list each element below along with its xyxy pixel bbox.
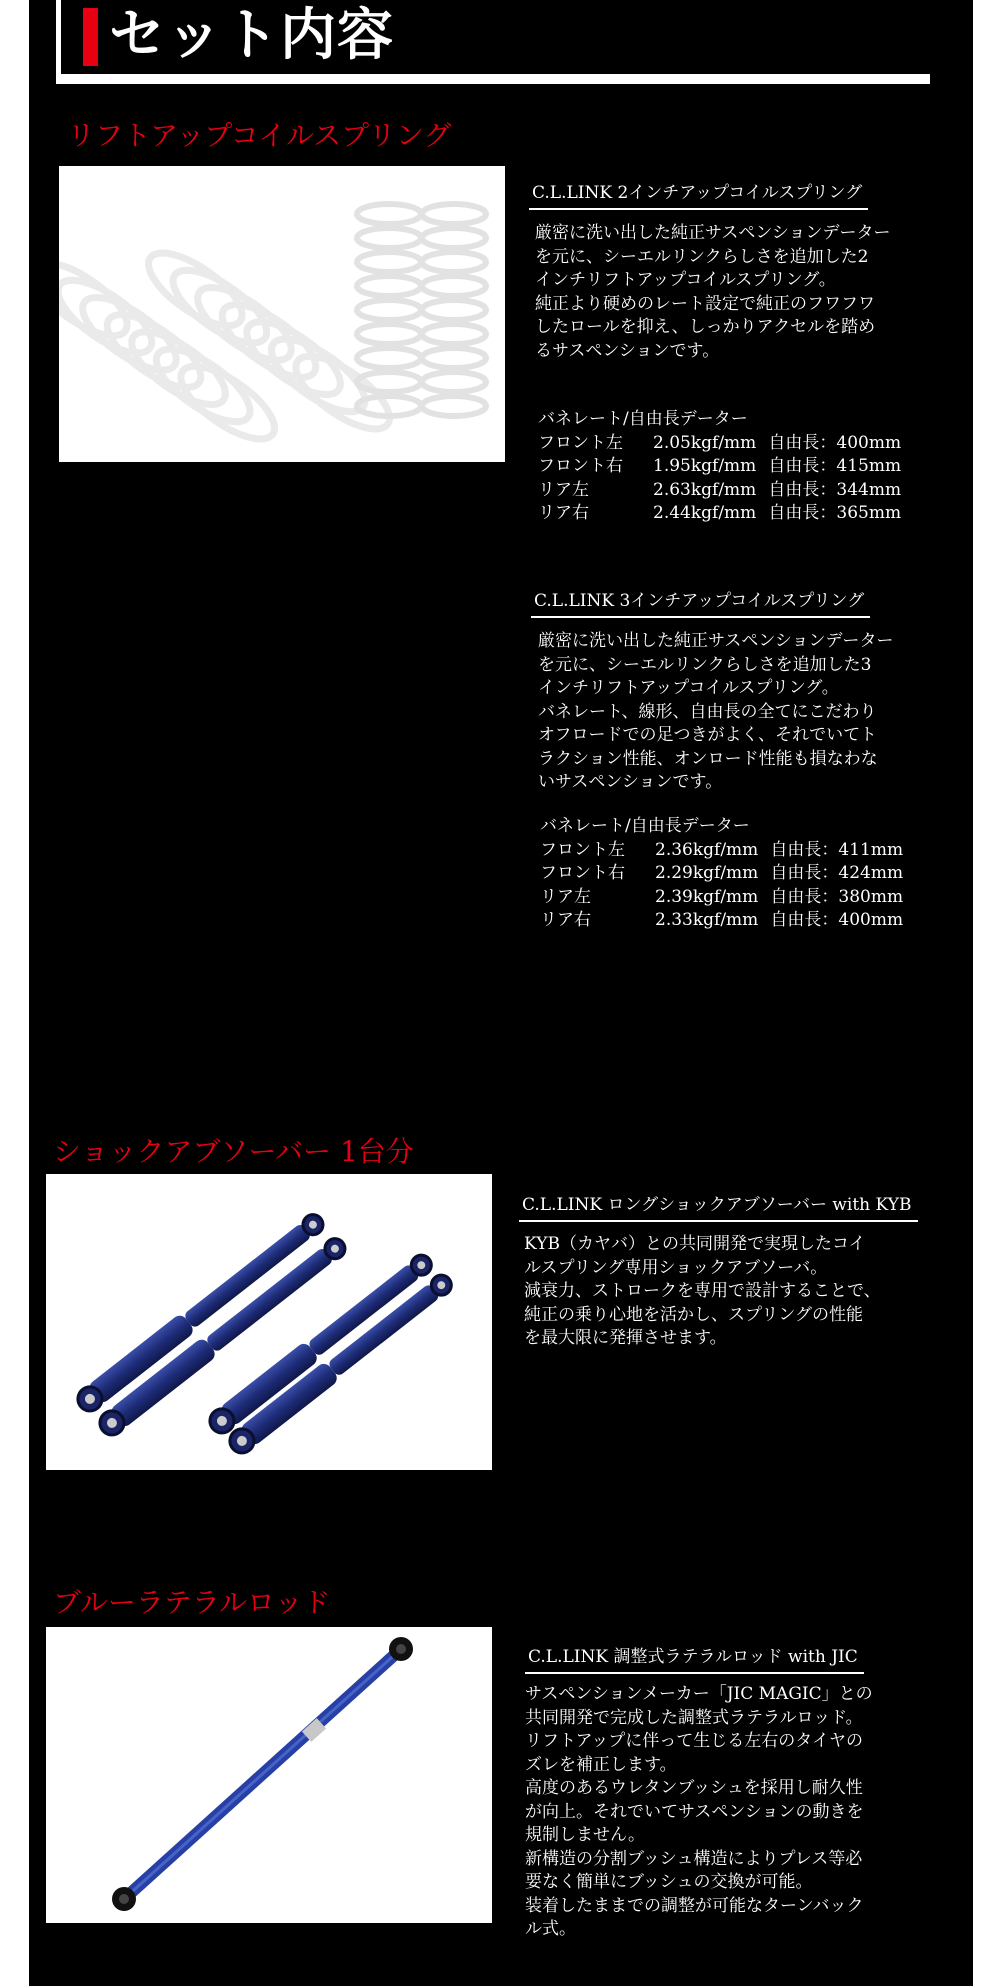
section-title-shocks: ショックアブソーバー 1台分 <box>53 1135 414 1168</box>
spec-row: リア右 2.33kgf/mm 自由長：400mm <box>540 910 904 930</box>
shock-absorber-illustration <box>46 1174 492 1470</box>
spec-row: リア右 2.44kgf/mm 自由長：365mm <box>538 503 902 523</box>
lateral-rod-image <box>46 1627 492 1923</box>
spec-table-2inch-spring <box>538 408 958 526</box>
page-title: セット内容 <box>109 2 394 68</box>
product-description-3inch-spring: 厳密に洗い出した純正サスペンションデーター を元に、シーエルリンクらしさを追加した3 インチリフトアップコイルスプリング。 バネレート、線形、自由長の全てにこだわり オフロードでの足つきがよく、それでいてト ラクション性能、オンロード性能も損なわな いサスペンションです。 <box>538 631 894 792</box>
product-name-shock-absorber: C.L.LINK ロングショックアブソーバー with KYB <box>519 1194 918 1222</box>
product-name-2inch-spring: C.L.LINK 2インチアップコイルスプリング <box>529 182 868 210</box>
spec-row: フロント左 2.36kgf/mm 自由長：411mm <box>540 839 904 860</box>
spec-row: リア左 2.39kgf/mm 自由長：380mm <box>540 886 904 907</box>
spec-title: バネレート/自由長データー <box>538 409 748 429</box>
spec-row: フロント左 2.05kgf/mm 自由長：400mm <box>538 432 902 453</box>
product-description-2inch-spring: 厳密に洗い出した純正サスペンションデーター を元に、シーエルリンクらしさを追加した2 インチリフトアップコイルスプリング。 純正より硬めのレート設定で純正のフワフワ したロールを抑え、しっかりアクセルを踏め るサスペンションです。 <box>535 223 891 361</box>
spec-table-3inch-spring <box>540 815 960 933</box>
shock-absorber-image <box>46 1174 492 1470</box>
lateral-rod-illustration <box>46 1627 492 1923</box>
spec-title: バネレート/自由長データー <box>540 816 750 836</box>
product-description-lateral-rod: サスペンションメーカー「JIC MAGIC」との 共同開発で完成した調整式ラテラルロッド。 リフトアップに伴って生じる左右のタイヤの ズレを補正します。 高度のあるウレタンブッシュを採用し耐久性 が向上。それでいてサスペンションの動きを 規制しません。 新構造の分割ブッシュ構造によりプレス等必 要なく簡単にブッシュの交換が可能。 装着したままでの調整が可能なターンバック ル式。 <box>525 1684 873 1939</box>
spec-row: リア左 2.63kgf/mm 自由長：344mm <box>538 479 902 500</box>
spec-row: フロント右 2.29kgf/mm 自由長：424mm <box>540 863 904 883</box>
product-name-3inch-spring: C.L.LINK 3インチアップコイルスプリング <box>531 590 870 618</box>
page-container <box>29 0 973 1986</box>
product-name-lateral-rod: C.L.LINK 調整式ラテラルロッド with JIC <box>525 1646 864 1674</box>
coil-spring-image <box>59 166 505 462</box>
section-title-springs: リフトアップコイルスプリング <box>67 119 452 152</box>
spec-row: フロント右 1.95kgf/mm 自由長：415mm <box>538 456 902 476</box>
header-accent-bar <box>83 8 98 66</box>
section-title-lateral-rod: ブルーラテラルロッド <box>53 1586 331 1619</box>
product-description-shock-absorber: KYB（カヤバ）との共同開発で実現したコイ ルスプリング専用ショックアブソーバ。 減衰力、ストロークを専用で設計することで、 純正の乗り心地を活かし、スプリングの性能 を最大限に発揮させます。 <box>524 1234 881 1348</box>
coil-spring-illustration <box>59 166 505 462</box>
